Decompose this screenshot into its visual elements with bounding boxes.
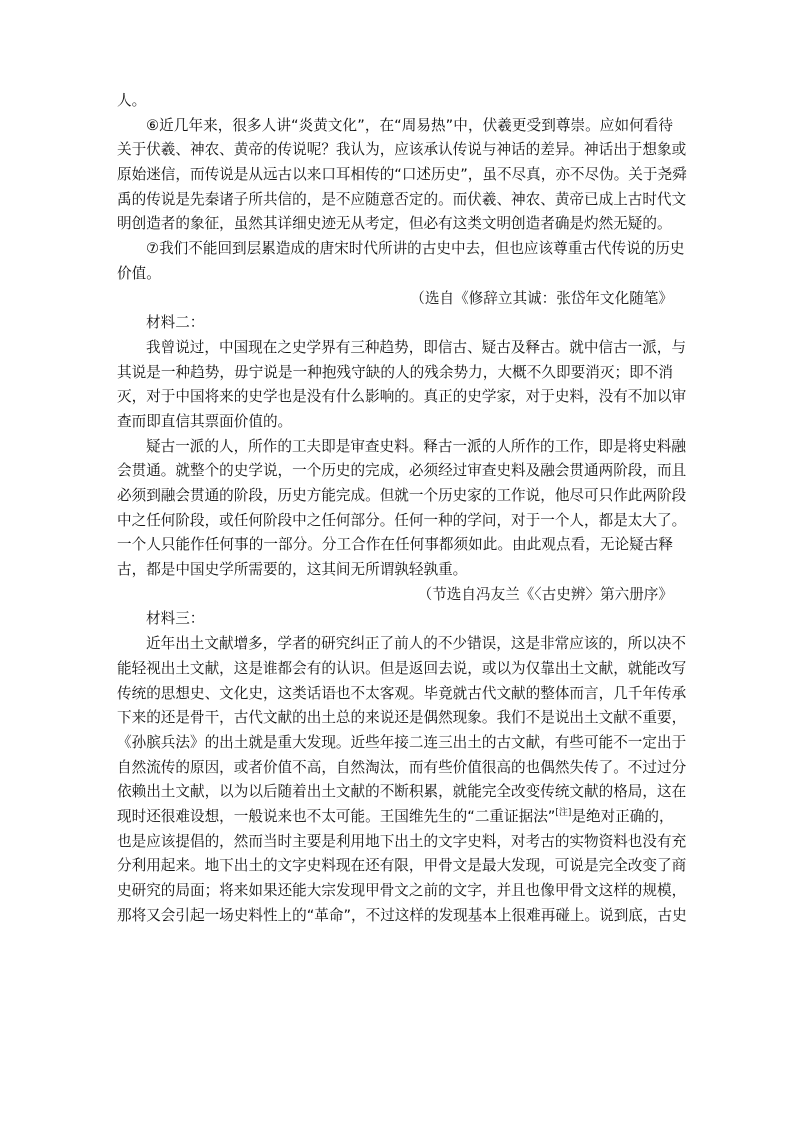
text-line: 必须到融会贯通的阶段，历史方能完成。但就一个历史家的工作说，他尽可只作此两阶段 xyxy=(117,487,687,504)
text-line: 能轻视出土文献，这是谁都会有的认识。但是返回去说，或以为仅靠出土文献，就能改写 xyxy=(117,659,687,677)
document-body xyxy=(117,89,687,928)
text-line: 查而即直信其票面价值的。 xyxy=(117,412,293,430)
text-line: 灭，对于中国将来的史学也是没有什么影响的。真正的史学家，对于史料，没有不加以审 xyxy=(117,388,687,406)
material-2-paragraph-2 xyxy=(117,435,687,583)
footnote-marker[interactable]: [注] xyxy=(555,808,572,819)
text-line: 原始迷信，而传说是从远古以来口耳相传的“口述历史”，虽不尽真，亦不尽伪。关于尧舜 xyxy=(117,166,687,184)
text-line: 近年出土文献增多，学者的研究纠正了前人的不少错误，这是非常应该的，所以决不 xyxy=(146,635,686,653)
text-line: 人。 xyxy=(117,92,147,109)
text-line: 那将又会引起一场史料性上的“革命”，不过这样的发现基本上很难再碰上。说到底，古史 xyxy=(117,906,687,924)
text-line: 我曾说过，中国现在之史学界有三种趋势，即信古、疑古及释古。就中信古一派，与 xyxy=(146,338,686,356)
text-line: 一个人只能作任何事的一部分。分工合作在任何事都须如此。由此观点看，无论疑古释 xyxy=(117,536,673,554)
material-2-heading: 材料二： xyxy=(146,314,205,332)
text-line: 其说是一种趋势，毋宁说是一种抱残守缺的人的残余势力，大概不久即要消灭；即不消 xyxy=(117,363,673,381)
text-line: 古，都是中国史学所需要的，这其间无所谓孰轻孰重。 xyxy=(117,561,468,579)
source-citation-1: （选自《修辞立其诚：张岱年文化随笔》 xyxy=(410,289,673,307)
text-line: 也是应该提倡的，然而当时主要是利用地下出土的文字史料，对考古的实物资料也没有充 xyxy=(117,832,687,850)
source-citation-2: （节选自冯友兰《〈古史辨〉第六册序》 xyxy=(417,585,673,603)
text-segment: 是绝对正确的， xyxy=(571,807,674,825)
text-line: ⑥近几年来，很多人讲“炎黄文化”，在“周易热”中，伏羲更受到尊崇。应如何看待 xyxy=(146,116,673,134)
text-line: 分利用起来。地下出土的文字史料现在还有限，甲骨文是最大发现，可说是完全改变了商 xyxy=(117,857,687,875)
material-2-paragraph-1 xyxy=(117,336,687,435)
text-line: 传统的思想史、文化史，这类话语也不太客观。毕竟就古代文献的整体而言，几千年传承 xyxy=(117,684,687,702)
material-3-paragraph-1 xyxy=(117,632,687,928)
material-3-heading: 材料三： xyxy=(146,610,205,628)
paragraph-7 xyxy=(117,237,685,286)
text-line: 史研究的局面；将来如果还能大宗发现甲骨文之前的文字，并且也像甲骨文这样的规模， xyxy=(117,882,687,899)
text-line: 自然流传的原因，或者价值不高，自然淘汰，而有些价值很高的也偶然失传了。不过过分 xyxy=(117,758,687,776)
text-line-with-note xyxy=(117,805,673,830)
text-line: 价值。 xyxy=(117,264,161,282)
paragraph-6 xyxy=(117,114,687,237)
text-line: ⑦我们不能回到层累造成的唐宋时代所讲的古史中去，但也应该尊重古代传说的历史 xyxy=(146,240,685,258)
text-line: 依赖出土文献，以为以后随着出土文献的不断积累，就能完全改变传统文献的格局，这在 xyxy=(117,783,687,801)
text-segment: 现时还很难设想，一般说来也不太可能。王国维先生的“二重证据法” xyxy=(117,807,556,825)
text-line: 明创造者的象征，虽然其详细史迹无从考定，但必有这类文明创造者确是灼然无疑的。 xyxy=(117,215,672,233)
text-line: 《孙膑兵法》的出土就是重大发现。近些年接二连三出土的古文献，有些可能不一定出于 xyxy=(117,733,687,751)
text-line: 会贯通。就整个的史学说，一个历史的完成，必须经过审查史料及融会贯通两阶段，而且 xyxy=(117,462,687,480)
text-line: 中之任何阶段，或任何阶段中之任何部分。任何一种的学问，对于一个人，都是太大了。 xyxy=(117,511,687,529)
text-line: 关于伏羲、神农、黄帝的传说呢？我认为，应该承认传说与神话的差异。神话出于想象或 xyxy=(117,141,687,159)
text-line: 疑古一派的人，所作的工夫即是审查史料。释古一派的人所作的工作，即是将史料融 xyxy=(146,437,686,455)
text-line: 禹的传说是先秦诸子所共信的，是不应随意否定的。而伏羲、神农、黄帝已成上古时代文 xyxy=(117,190,687,208)
text-line: 下来的还是骨干，古代文献的出土总的来说还是偶然现象。我们不是说出土文献不重要， xyxy=(117,709,687,727)
